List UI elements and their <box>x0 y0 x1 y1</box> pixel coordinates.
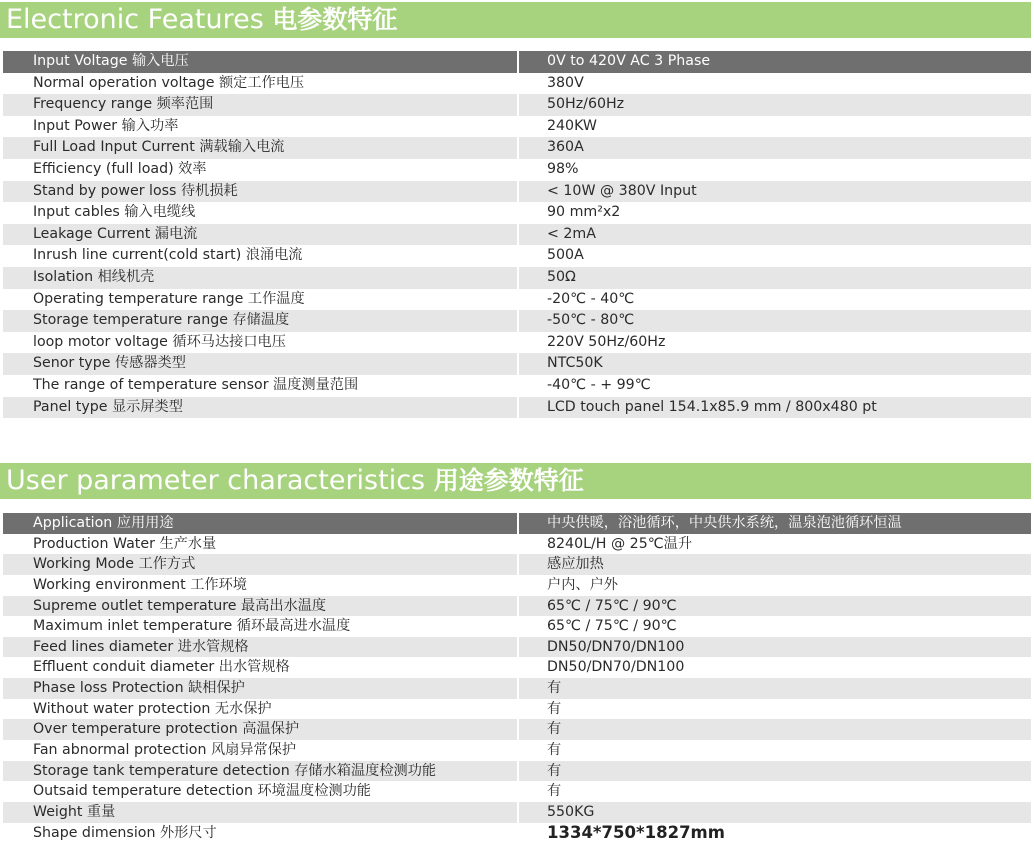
section-title-en: Electronic Features <box>6 4 264 35</box>
row-value: 50Ω <box>519 267 1031 289</box>
row-value: 有 <box>547 742 562 759</box>
row-label: Panel type 显示屏类型 <box>3 397 517 419</box>
table-row <box>3 513 1031 534</box>
table-row <box>3 534 1031 555</box>
table-row <box>3 375 1031 397</box>
row-value: 8240L/H @ 25℃温升 <box>547 535 693 552</box>
table-row <box>3 159 1031 181</box>
table-row <box>3 73 1031 95</box>
row-value: 360A <box>519 137 1031 159</box>
row-label: Application 应用用途 <box>3 513 517 534</box>
table-row <box>3 678 1031 699</box>
row-value: DN50/DN70/DN100 <box>547 659 685 676</box>
section-header-user <box>0 463 1031 499</box>
row-value: 240KW <box>547 117 597 134</box>
row-label: Outsaid temperature detection 环境温度检测功能 <box>33 783 371 800</box>
row-label: Fan abnormal protection 风扇异常保护 <box>33 742 297 759</box>
row-value: NTC50K <box>519 353 1031 375</box>
table-row <box>3 245 1031 267</box>
row-label: Weight 重量 <box>3 802 517 823</box>
row-label: Feed lines diameter 进水管规格 <box>3 637 517 658</box>
row-label: Over temperature protection 高温保护 <box>3 719 517 740</box>
table-row <box>3 289 1031 311</box>
row-value: 0V to 420V AC 3 Phase <box>519 51 1031 73</box>
row-label: Stand by power loss 待机损耗 <box>3 181 517 203</box>
row-value: 有 <box>519 678 1031 699</box>
table-row <box>3 596 1031 617</box>
table-row <box>3 781 1031 802</box>
table-row <box>3 761 1031 782</box>
row-label: Working Mode 工作方式 <box>3 554 517 575</box>
row-label: Storage tank temperature detection 存储水箱温度检测功能 <box>3 761 517 782</box>
row-value: 中央供暖，浴池循环，中央供水系统，温泉泡池循环恒温 <box>519 513 1031 534</box>
table-row <box>3 224 1031 246</box>
row-value: 有 <box>519 719 1031 740</box>
table-row <box>3 699 1031 720</box>
table-row <box>3 94 1031 116</box>
row-label: Frequency range 频率范围 <box>3 94 517 116</box>
row-label: Isolation 相线机壳 <box>3 267 517 289</box>
table-row <box>3 202 1031 224</box>
row-value: 380V <box>547 74 584 91</box>
table-row <box>3 181 1031 203</box>
row-label: Input cables 输入电缆线 <box>33 204 196 221</box>
row-label: Inrush line current(cold start) 浪涌电流 <box>33 247 303 264</box>
table-row <box>3 823 1031 844</box>
row-value: 98% <box>547 160 579 177</box>
row-value: 65℃ / 75℃ / 90℃ <box>519 596 1031 617</box>
row-value: LCD touch panel 154.1x85.9 mm / 800x480 pt <box>519 397 1031 419</box>
section-title-en: User parameter characteristics <box>6 465 426 496</box>
row-label: Without water protection 无水保护 <box>33 700 272 717</box>
user-parameters-table <box>3 513 1031 843</box>
row-label: Storage temperature range 存储温度 <box>3 310 517 332</box>
table-row <box>3 267 1031 289</box>
row-value: 有 <box>547 783 562 800</box>
row-label: Maximum inlet temperature 循环最高进水温度 <box>33 618 351 635</box>
row-value: 感应加热 <box>519 554 1031 575</box>
row-label: Supreme outlet temperature 最高出水温度 <box>3 596 517 617</box>
row-value: 90 mm²x2 <box>547 204 621 221</box>
table-row <box>3 137 1031 159</box>
row-value: 500A <box>547 247 584 264</box>
table-row <box>3 616 1031 637</box>
row-value: DN50/DN70/DN100 <box>519 637 1031 658</box>
table-row <box>3 575 1031 596</box>
row-label: Senor type 传感器类型 <box>3 353 517 375</box>
row-label: Production Water 生产水量 <box>33 535 217 552</box>
row-value: 220V 50Hz/60Hz <box>547 333 666 350</box>
row-value: 550KG <box>519 802 1031 823</box>
table-row <box>3 51 1031 73</box>
table-row <box>3 657 1031 678</box>
row-label: Input Voltage 输入电压 <box>3 51 517 73</box>
row-value: 有 <box>519 761 1031 782</box>
row-value: 户内、户外 <box>547 576 618 593</box>
table-row <box>3 740 1031 761</box>
row-value: 50Hz/60Hz <box>519 94 1031 116</box>
table-row <box>3 554 1031 575</box>
section-title-cn: 用途参数特征 <box>433 466 584 495</box>
table-row <box>3 116 1031 138</box>
row-value: 65℃ / 75℃ / 90℃ <box>547 618 677 635</box>
electronic-features-table <box>3 51 1031 418</box>
row-label: Shape dimension 外形尺寸 <box>33 824 217 841</box>
row-label: Working environment 工作环境 <box>33 576 247 593</box>
row-value: -40℃ - + 99℃ <box>547 376 651 393</box>
row-label: Operating temperature range 工作温度 <box>33 290 305 307</box>
table-row <box>3 719 1031 740</box>
row-value: < 2mA <box>519 224 1031 246</box>
row-value: < 10W @ 380V Input <box>519 181 1031 203</box>
row-label: Phase loss Protection 缺相保护 <box>3 678 517 699</box>
table-row <box>3 802 1031 823</box>
row-label: The range of temperature sensor 温度测量范围 <box>33 376 359 393</box>
row-label: Leakage Current 漏电流 <box>3 224 517 246</box>
row-label: Normal operation voltage 额定工作电压 <box>33 74 305 91</box>
row-label: Efficiency (full load) 效率 <box>33 160 207 177</box>
row-label: Full Load Input Current 满载输入电流 <box>3 137 517 159</box>
row-value: -50℃ - 80℃ <box>519 310 1031 332</box>
section-header-electronic <box>0 2 1031 38</box>
table-row <box>3 332 1031 354</box>
table-row <box>3 310 1031 332</box>
table-row <box>3 397 1031 419</box>
section-title-cn: 电参数特征 <box>272 5 398 34</box>
row-value: -20℃ - 40℃ <box>547 290 635 307</box>
table-row <box>3 353 1031 375</box>
row-value: 1334*750*1827mm <box>547 822 725 842</box>
row-value: 有 <box>547 700 562 717</box>
row-label: Input Power 输入功率 <box>33 117 179 134</box>
row-label: Effluent conduit diameter 出水管规格 <box>33 659 290 676</box>
table-row <box>3 637 1031 658</box>
row-label: loop motor voltage 循环马达接口电压 <box>33 333 286 350</box>
